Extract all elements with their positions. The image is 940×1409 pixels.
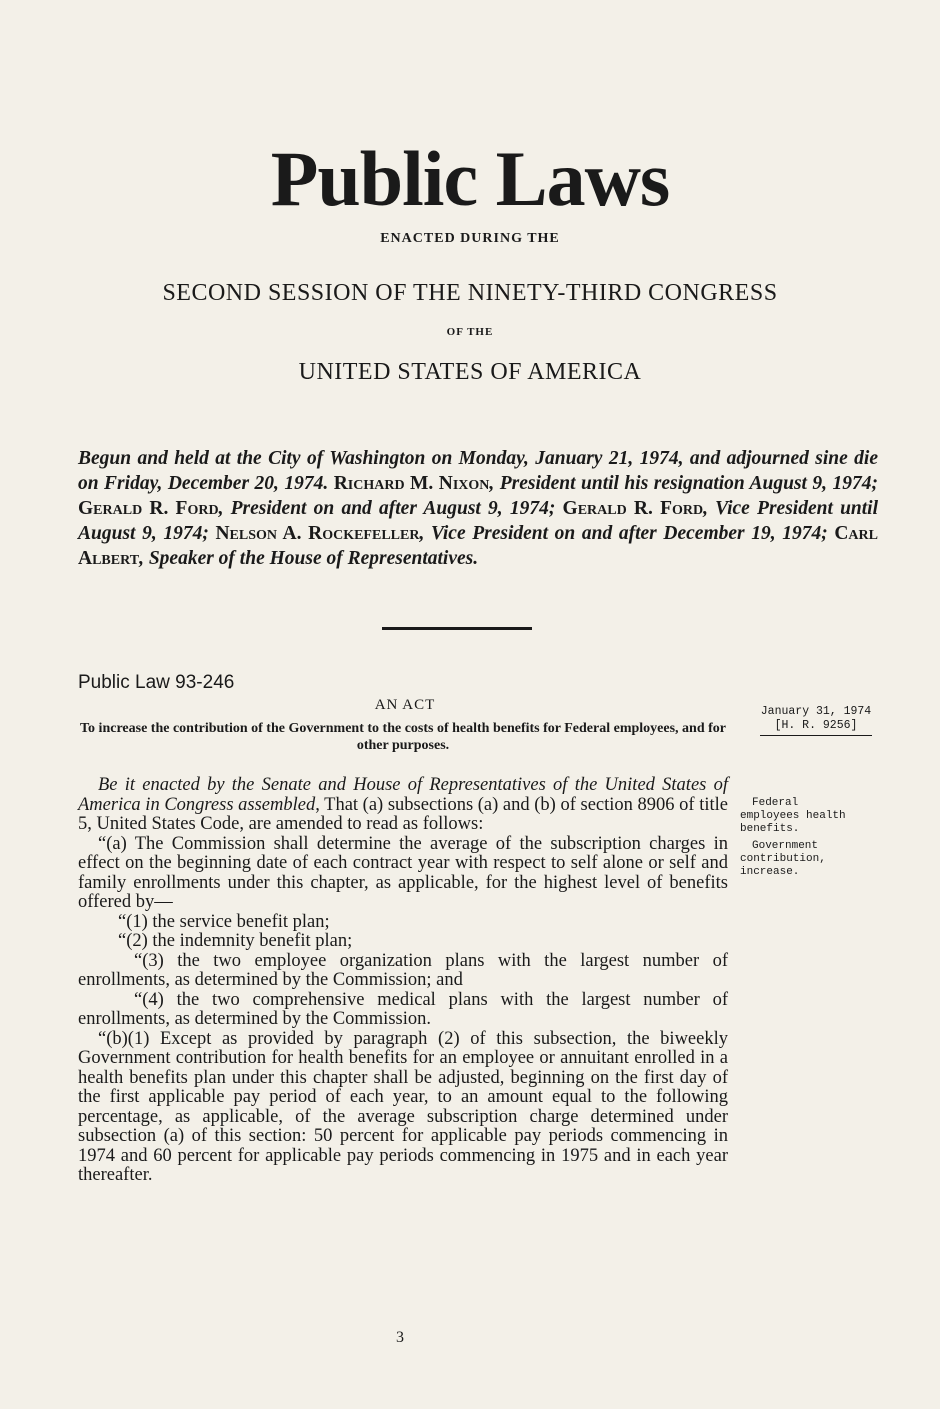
enacting-text: , That (a) subsections (a) and (b) of section 8906 of title 5, United States Code, are amended to read as follows: [78, 794, 728, 834]
preamble-name-nixon: Richard M. Nixon [333, 473, 490, 494]
public-law-number: Public Law 93-246 [78, 672, 235, 693]
enactment-date: January 31, 1974 [760, 705, 872, 718]
enactment-date-note [760, 705, 872, 736]
page-number: 3 [396, 1329, 404, 1346]
enacting-clause [78, 776, 728, 835]
country-heading: UNITED STATES OF AMERICA [298, 359, 642, 385]
list-item: “(2) the indemnity benefit plan; [118, 931, 353, 951]
list-item: “(1) the service benefit plan; [118, 911, 330, 932]
preamble-text-4: , Vice President until August 9, 1974; [78, 498, 879, 544]
margin-note-government-contribution: Government contribution, increase. [740, 840, 826, 878]
subsection-a: “(a) The Commission shall determine the average of the subscription charges in effect on the beginning date of each contract year with respect to self alone or self and family enrollments under this chapter, as applicable, for the highest level of benefits offered by— [78, 833, 728, 912]
list-item: “(4) the two comprehensive medical plans with the largest number of enrollments, as determined by the Commission. [78, 989, 728, 1029]
act-purpose: To increase the contribution of the Government to the costs of health benefits for Federal employees, and for other purposes. [80, 721, 726, 753]
page-title: Public Laws [270, 135, 670, 222]
preamble-text-5: , Vice President on and after December 19, 1974; [419, 523, 835, 544]
margin-note-health-benefits: Federal employees health benefits. [740, 797, 846, 835]
list-item: “(3) the two employee organization plans with the largest number of enrollments, as determined by the Commission; and [78, 950, 728, 990]
margin-notes [740, 797, 860, 883]
act-body [78, 776, 728, 1186]
of-the-line: OF THE [446, 326, 494, 338]
preamble-name-albert: Carl Albert [78, 523, 878, 569]
enacted-during-line: ENACTED DURING THE [380, 231, 560, 246]
subsection-b: “(b)(1) Except as provided by paragraph (2) of this subsection, the biweekly Government contribution for health benefits for an employee or annuitant enrolled in a health benefits plan under this chapter shall be adjusted, beginning on the first day of the first applicable pay period of each year, to an amount equal to the following percentage, as applicable, of the average subscription charge determined under subsection (a) of this section: 50 percent for applicable pay periods commencing in 1974 and 60 percent for applicable pay periods commencing in 1975 and in each year thereafter. [78, 1028, 728, 1185]
session-heading: SECOND SESSION OF THE NINETY-THIRD CONGRESS [162, 280, 778, 306]
preamble-name-rockefeller: Nelson A. Rockefeller [215, 523, 420, 544]
section-divider [382, 627, 532, 630]
session-preamble [78, 446, 878, 571]
preamble-name-ford: Gerald R. Ford [78, 498, 219, 519]
act-heading: AN ACT [374, 697, 436, 713]
preamble-text-1: Begun and held at the City of Washington on Monday, January 21, 1974, and adjourned sine die on Friday, December 20, 1974. [78, 448, 878, 494]
preamble-name-ford-vp: Gerald R. Ford [562, 498, 704, 519]
preamble-text-3: , President on and after August 9, 1974; [218, 498, 563, 519]
preamble-text-2: , President until his resignation August 9, 1974; [489, 473, 879, 494]
bill-number: [H. R. 9256] [774, 719, 858, 732]
enacting-formula: Be it enacted by the Senate and House of Representatives of the United States of America in Congress assembled [78, 775, 728, 815]
preamble-text-6: , Speaker of the House of Representatives. [139, 548, 479, 569]
